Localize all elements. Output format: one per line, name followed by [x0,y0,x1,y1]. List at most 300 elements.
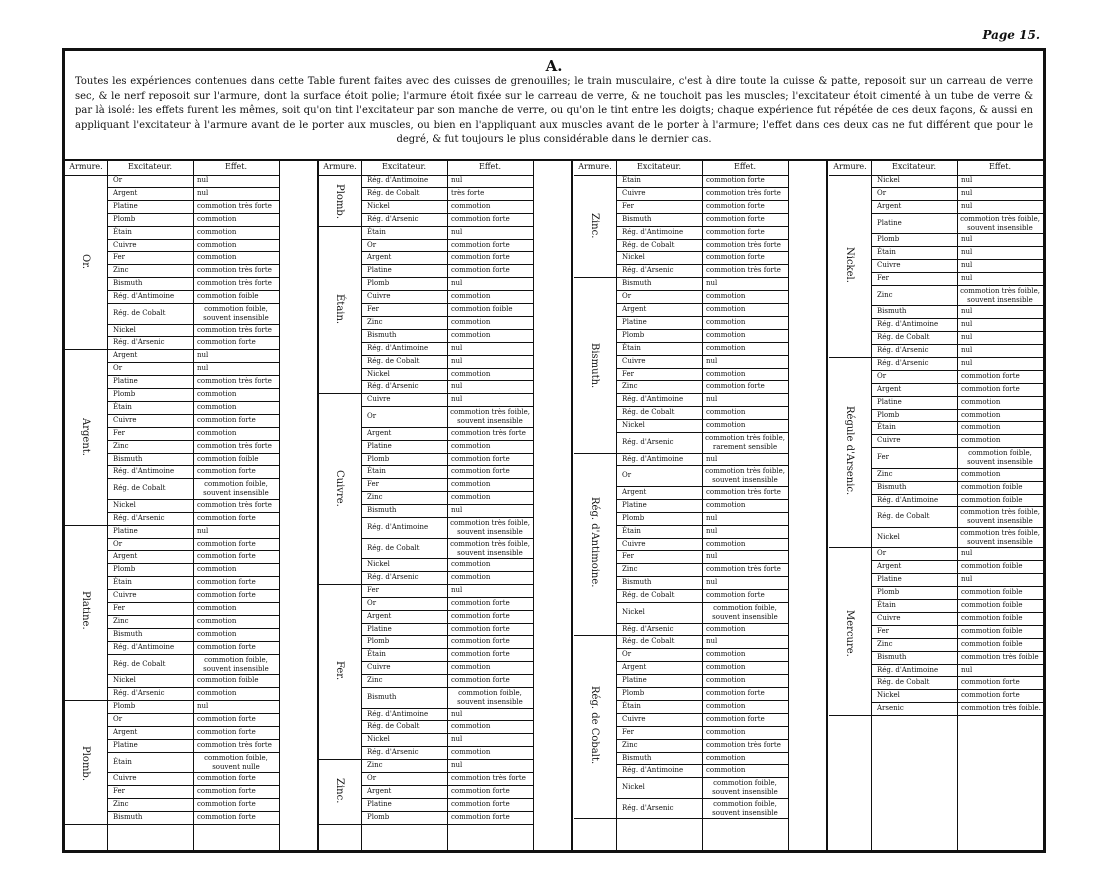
excitateur-cell: Rég. de Cobalt [367,722,420,731]
intro-paragraph: Toutes les expériences contenues dans cette Table furent faites avec des cuisses de grenouilles; le train musculaire, c'est à dire toute la cuisse & patte, reposoit sur un carreau de verre sec, & le nerf reposoit sur l'armure, dont la surface étoit polie; l'armure étoit fixée sur le carreau de verre, & ne touchoit pas les muscles; l'excitateur étoit cimenté à un tube de verre & par là isolé: les effets furent les mêmes, soit qu'on tint l'excitateur par son manche de verre, ou qu'on le tint entre les doigts; chaque expérience fut répétée de ces deux façons, & aussi en appliquant l'excitateur à l'armure avant de le porter aux muscles, ou bien en l'appliquant aux muscles avant de le porter à l'armure; l'effet dans ces deux cas ne fut différent que pour le degré, & fut toujours le plus considérable dans le dernier cas. [75,76,1033,145]
group-separator [319,759,361,763]
excitateur-cell: Bismuth [622,214,652,223]
effet-cell: commotion [706,676,746,685]
excitateur-cell: Argent [113,727,138,736]
armure-label: Plomb. [334,184,345,220]
excitateur-cell: Rég. d'Antimoine [622,766,684,775]
effet-cell: commotion forte [706,201,765,210]
effet-cell: nul [706,552,718,561]
excitateur-cell: Rég. de Cobalt [877,678,930,687]
effet-cell: commotion forte [451,240,510,249]
excitateur-cell: Cuivre [622,539,646,548]
effet-cell: commotion [706,408,746,417]
effet-cell: commotion forte [197,727,256,736]
excitateur-cell: Or [622,471,632,480]
effet-cell: commotion forte [451,637,510,646]
table-row [616,433,788,454]
effet-cell: commotion forte [451,214,510,223]
table-column-block [574,159,826,850]
excitateur-cell: Fer [113,604,125,612]
excitateur-cell: Étain [113,757,132,766]
effet-cell: nul [706,578,718,587]
excitateur-cell: Plomb [113,701,136,710]
column-rule [571,159,573,850]
effet-cell: commotion foible [961,588,1023,597]
excitateur-cell: Fer [113,786,125,795]
excitateur-cell: Zinc [113,441,129,450]
excitateur-cell: Nickel [367,369,390,378]
effet-cell: commotion très foible. [961,704,1041,713]
effet-cell: commotion très foible [961,652,1039,661]
excitateur-cell: Cuivre [622,714,646,723]
column-rule [279,159,280,850]
table-row [361,518,533,539]
excitateur-cell: Or [367,240,377,249]
excitateur-cell: Bismuth [622,753,652,762]
armure-label: Plomb. [80,745,91,781]
table-row [107,479,279,500]
excitateur-cell: Étain [367,650,386,659]
effet-cell: commotion [197,428,237,437]
excitateur-cell: Étain [622,701,641,710]
effet-cell: commotion forte [197,338,256,347]
table-row [616,778,788,799]
excitateur-cell: Or [113,539,123,548]
excitateur-cell: Fer [877,626,889,635]
excitateur-cell: Argent [877,384,902,393]
effet-cell: nul [961,176,973,184]
excitateur-cell: Rég. d'Antimoine [622,454,684,463]
excitateur-cell: Rég. d'Arsenic [367,214,419,223]
group-separator [574,818,616,822]
excitateur-cell: Plomb [877,588,900,597]
effet-cell: commotion forte [197,552,256,561]
excitateur-cell: Platine [877,397,902,406]
excitateur-cell: Étain [622,176,641,184]
effet-cell: commotion [197,390,237,398]
table-row [871,507,1043,528]
excitateur-cell: Zinc [622,382,638,391]
effet-cell: commotion [451,480,491,489]
effet-cell: commotion [706,317,746,326]
excitateur-cell: Platine [367,441,392,450]
effet-cell: nul [451,279,463,288]
effet-cell: commotion forte [706,214,765,223]
armure-label: Mercure. [844,609,855,657]
effet-cell: commotion [961,410,1001,419]
excitateur-cell: Rég. de Cobalt [367,543,420,552]
effet-cell: commotion [197,240,237,249]
effet-cell: commotion forte [197,774,256,782]
group-separator [65,824,107,828]
excitateur-cell: Argent [877,201,902,210]
effet-cell: nul [197,526,209,535]
excitateur-cell: Zinc [367,761,383,770]
header-excitateur: Excitateur. [128,162,172,171]
effet-cell: nul [961,261,973,269]
excitateur-cell: Étain [113,227,132,236]
excitateur-cell: Zinc [877,469,893,478]
table-row [871,214,1043,235]
excitateur-cell: Rég. d'Arsenic [113,513,165,522]
effet-cell: commotion [197,616,237,625]
excitateur-cell: Rég. d'Arsenic [367,748,419,757]
excitateur-cell: Platine [367,799,392,808]
excitateur-cell: Rég. de Cobalt [622,591,675,600]
effet-cell: commotion [706,369,746,378]
excitateur-cell: Nickel [113,500,136,509]
header-effet: Effet. [224,162,247,171]
effet-cell: commotion [961,423,1001,432]
effet-cell: commotion très forte [197,740,272,749]
header-armure: Armure. [323,162,357,171]
effet-cell: commotion [451,292,491,301]
excitateur-cell: Plomb [113,214,136,223]
effet-cell: commotion forte [197,591,256,600]
header-armure: Armure. [833,162,867,171]
column-header [319,159,533,176]
group-separator [574,277,616,281]
excitateur-cell: Or [622,650,632,659]
excitateur-cell: Plomb [367,812,390,821]
excitateur-cell: Platine [113,526,138,535]
excitateur-cell: Étain [877,601,896,609]
effet-cell: nul [961,575,973,584]
excitateur-cell: Étain [367,227,386,236]
table-row [107,753,279,774]
effet-cell: commotion très foible, souvent insensible [450,408,530,426]
excitateur-cell: Fer [113,428,125,437]
excitateur-cell: Étain [113,578,132,587]
excitateur-cell: Or [877,371,887,380]
excitateur-cell: Rég. d'Arsenic [622,624,674,633]
armure-label: Rég. de Cobalt. [589,685,600,764]
excitateur-cell: Bismuth [367,506,397,515]
effet-cell: commotion [197,253,237,262]
effet-cell: commotion forte [706,227,765,236]
effet-cell: nul [961,273,973,282]
excitateur-cell: Cuivre [622,356,646,365]
effet-cell: commotion forte [451,799,510,808]
armure-label: Régule d'Arsenic. [844,405,855,495]
excitateur-cell: Rég. d'Antimoine [622,227,684,236]
effet-cell: nul [197,701,209,710]
excitateur-cell: Cuivre [877,261,901,269]
effet-cell: nul [451,735,463,744]
excitateur-cell: Nickel [367,560,390,568]
effet-cell: nul [451,585,463,594]
excitateur-cell: Zinc [367,493,383,502]
excitateur-cell: Bismuth [367,693,397,701]
effet-cell: commotion forte [451,253,510,262]
effet-cell: commotion forte [451,454,510,463]
excitateur-cell: Or [622,292,632,301]
table-intro [65,51,1043,161]
effet-cell: nul [961,201,973,210]
table-column-block [319,159,571,850]
effet-cell: très forte [451,188,485,197]
effet-cell: commotion forte [197,786,256,795]
effet-cell: commotion forte [706,176,765,184]
excitateur-cell: Cuivre [113,591,137,600]
header-armure: Armure. [69,162,103,171]
effet-cell: commotion [706,539,746,548]
excitateur-cell: Zinc [622,565,638,574]
excitateur-cell: Rég. de Cobalt [877,512,930,521]
excitateur-cell: Argent [113,552,138,561]
effet-cell: nul [451,506,463,515]
effet-cell: nul [451,227,463,236]
excitateur-cell: Bismuth [622,279,652,288]
group-separator [319,824,361,828]
excitateur-cell: Plomb [113,565,136,574]
effet-cell: commotion forte [451,786,510,795]
effet-cell: commotion très forte [451,428,526,437]
excitateur-cell: Plomb [113,390,136,398]
excitateur-cell: Nickel [622,253,645,262]
excitateur-cell: Rég. de Cobalt [622,637,675,646]
effet-cell: commotion foible, souvent nulle [204,753,268,771]
effet-cell: nul [961,665,973,674]
effet-cell: commotion foible [451,305,513,313]
excitateur-cell: Plomb [877,410,900,419]
group-separator [574,453,616,457]
effet-cell: commotion [451,560,491,568]
effet-cell: nul [961,549,973,558]
effet-cell: nul [706,637,718,646]
excitateur-cell: Plomb [622,689,645,697]
excitateur-cell: Rég. de Cobalt [622,240,675,249]
group-separator [829,715,871,719]
excitateur-cell: Étain [877,248,896,257]
effet-cell: commotion foible [961,562,1023,571]
effet-cell: commotion forte [961,678,1020,687]
column-rule [788,159,789,850]
effet-cell: commotion [451,493,491,502]
excitateur-cell: Or [113,176,123,184]
table-row [616,466,788,487]
armure-label: Zinc. [589,212,600,238]
header-excitateur: Excitateur. [382,162,426,171]
excitateur-cell: Plomb [622,330,645,339]
excitateur-cell: Rég. d'Antimoine [367,343,429,352]
excitateur-cell: Argent [367,253,392,262]
excitateur-cell: Cuivre [367,292,391,301]
effet-cell: commotion forte [197,415,256,424]
excitateur-cell: Cuivre [367,663,391,672]
effet-cell: commotion forte [706,253,765,262]
excitateur-cell: Zinc [367,676,383,685]
effet-cell: nul [197,176,209,184]
table-row [107,304,279,325]
excitateur-cell: Rég. d'Antimoine [367,523,429,531]
excitateur-cell: Rég. d'Arsenic [113,338,165,347]
effet-cell: nul [961,333,973,342]
effet-cell: commotion forte [197,578,256,587]
effet-cell: commotion [961,436,1001,445]
excitateur-cell: Rég. d'Arsenic [877,346,929,354]
effet-cell: commotion forte [197,642,256,651]
effet-cell: commotion forte [706,714,765,723]
effet-cell: commotion foible, souvent insensible [967,449,1033,467]
table-row [871,448,1043,469]
excitateur-cell: Étain [113,402,132,411]
effet-cell: commotion [197,629,237,638]
effet-cell: commotion [451,441,491,450]
effet-cell: nul [961,188,973,197]
table-column-block [65,159,317,850]
effet-cell: commotion très forte [197,201,272,210]
table-row [361,688,533,709]
excitateur-cell: Cuivre [622,188,646,197]
effet-cell: commotion très forte [197,279,272,288]
effet-cell: commotion très forte [706,188,781,197]
excitateur-cell: Or [367,412,377,421]
excitateur-cell: Rég. d'Antimoine [113,642,175,651]
excitateur-cell: Rég. d'Arsenic [367,382,419,391]
excitateur-cell: Bismuth [877,307,907,316]
column-rule [1043,159,1044,850]
effet-cell: commotion forte [451,676,510,685]
excitateur-cell: Rég. d'Antimoine [877,665,939,674]
effet-cell: nul [451,176,463,184]
excitateur-cell: Rég. d'Antimoine [113,292,175,301]
effet-cell: commotion très forte [197,441,272,450]
effet-cell: commotion [451,722,491,731]
excitateur-cell: Platine [622,500,647,509]
effet-cell: nul [451,395,463,404]
header-excitateur: Excitateur. [892,162,936,171]
effet-cell: commotion forte [451,812,510,821]
excitateur-cell: Bismuth [113,279,143,288]
effet-cell: commotion très forte [197,266,272,275]
effet-cell: commotion très forte [706,740,781,749]
effet-cell: commotion forte [197,467,256,476]
excitateur-cell: Nickel [367,201,390,210]
column-header [829,159,1043,176]
effet-cell: commotion [451,201,491,210]
effet-cell: commotion [706,766,746,775]
excitateur-cell: Or [367,598,377,607]
effet-cell: nul [451,709,463,718]
excitateur-cell: Nickel [877,532,900,541]
excitateur-cell: Argent [877,562,902,571]
effet-cell: commotion [706,292,746,301]
group-separator [829,547,871,551]
effet-cell: commotion foible [961,626,1023,635]
effet-cell: commotion très foible, souvent insensible [960,528,1040,546]
excitateur-cell: Étain [367,467,386,476]
armure-label: Bismuth. [589,343,600,389]
group-separator [65,349,107,353]
effet-cell: commotion très foible, souvent insensible [450,519,530,536]
effet-cell: commotion foible, souvent insensible [712,799,778,817]
effet-cell: commotion très foible, souvent insensible [705,467,785,485]
effet-cell: nul [961,235,973,244]
excitateur-cell: Zinc [113,799,129,808]
excitateur-cell: Fer [877,273,889,282]
excitateur-cell: Platine [622,676,647,685]
effet-cell: commotion [197,604,237,612]
effet-cell: commotion très forte [706,565,781,574]
excitateur-cell: Or [113,714,123,723]
table-row [107,655,279,676]
effet-cell: commotion forte [451,611,510,620]
excitateur-cell: Fer [367,480,379,489]
effet-cell: nul [961,320,973,329]
excitateur-cell: Platine [113,201,138,210]
excitateur-cell: Rég. d'Antimoine [877,320,939,329]
row-rule [361,824,533,825]
effet-cell: commotion très forte [706,487,781,496]
effet-cell: commotion foible [197,454,259,463]
excitateur-cell: Rég. de Cobalt [877,333,930,342]
effet-cell: commotion [451,748,491,757]
excitateur-cell: Platine [113,377,138,386]
excitateur-cell: Bismuth [113,812,143,821]
effet-cell: commotion foible [961,613,1023,622]
column-rule [533,159,534,850]
excitateur-cell: Rég. d'Arsenic [622,266,674,275]
excitateur-cell: Plomb [367,279,390,288]
effet-cell: commotion foible, souvent insensible [203,480,269,498]
group-separator [829,357,871,361]
excitateur-cell: Argent [622,663,647,672]
effet-cell: commotion très forte [706,240,781,249]
effet-cell: commotion foible [961,639,1023,648]
effet-cell: commotion [197,214,237,223]
excitateur-cell: Argent [367,611,392,620]
effet-cell: commotion très foible, souvent insensible [450,539,530,557]
excitateur-cell: Rég. de Cobalt [113,309,166,317]
effet-cell: nul [961,358,973,367]
effet-cell: commotion forte [197,799,256,808]
excitateur-cell: Nickel [622,608,645,616]
row-rule [616,818,788,819]
effet-cell: commotion [451,663,491,672]
effet-cell: commotion [706,330,746,339]
excitateur-cell: Argent [367,786,392,795]
effet-cell: commotion [197,402,237,411]
group-separator [319,584,361,588]
effet-cell: commotion très foible, souvent insensible [960,286,1040,304]
header-effet: Effet. [478,162,501,171]
effet-cell: commotion [706,624,746,633]
armure-label: Cuivre. [334,469,345,507]
excitateur-cell: Rég. de Cobalt [113,484,166,493]
effet-cell: commotion très forte [197,325,272,334]
effet-cell: commotion foible, souvent insensible [457,689,523,706]
table-row [616,603,788,624]
excitateur-cell: Cuivre [367,395,391,404]
table-letter: A. [545,57,563,75]
excitateur-cell: Rég. d'Antimoine [622,395,684,404]
effet-cell: commotion forte [706,591,765,600]
excitateur-cell: Or [877,188,887,197]
armure-label: Or. [80,254,91,270]
effet-cell: commotion [961,397,1001,406]
excitateur-cell: Fer [113,253,125,262]
table-row [871,528,1043,549]
excitateur-cell: Rég. d'Antimoine [367,709,429,718]
excitateur-cell: Rég. d'Arsenic [113,689,165,697]
excitateur-cell: Bismuth [877,652,907,661]
effet-cell: commotion [451,330,491,339]
effet-cell: commotion très forte [706,266,781,275]
group-separator [574,635,616,639]
armure-label: Fer. [334,661,345,681]
excitateur-cell: Zinc [367,317,383,326]
